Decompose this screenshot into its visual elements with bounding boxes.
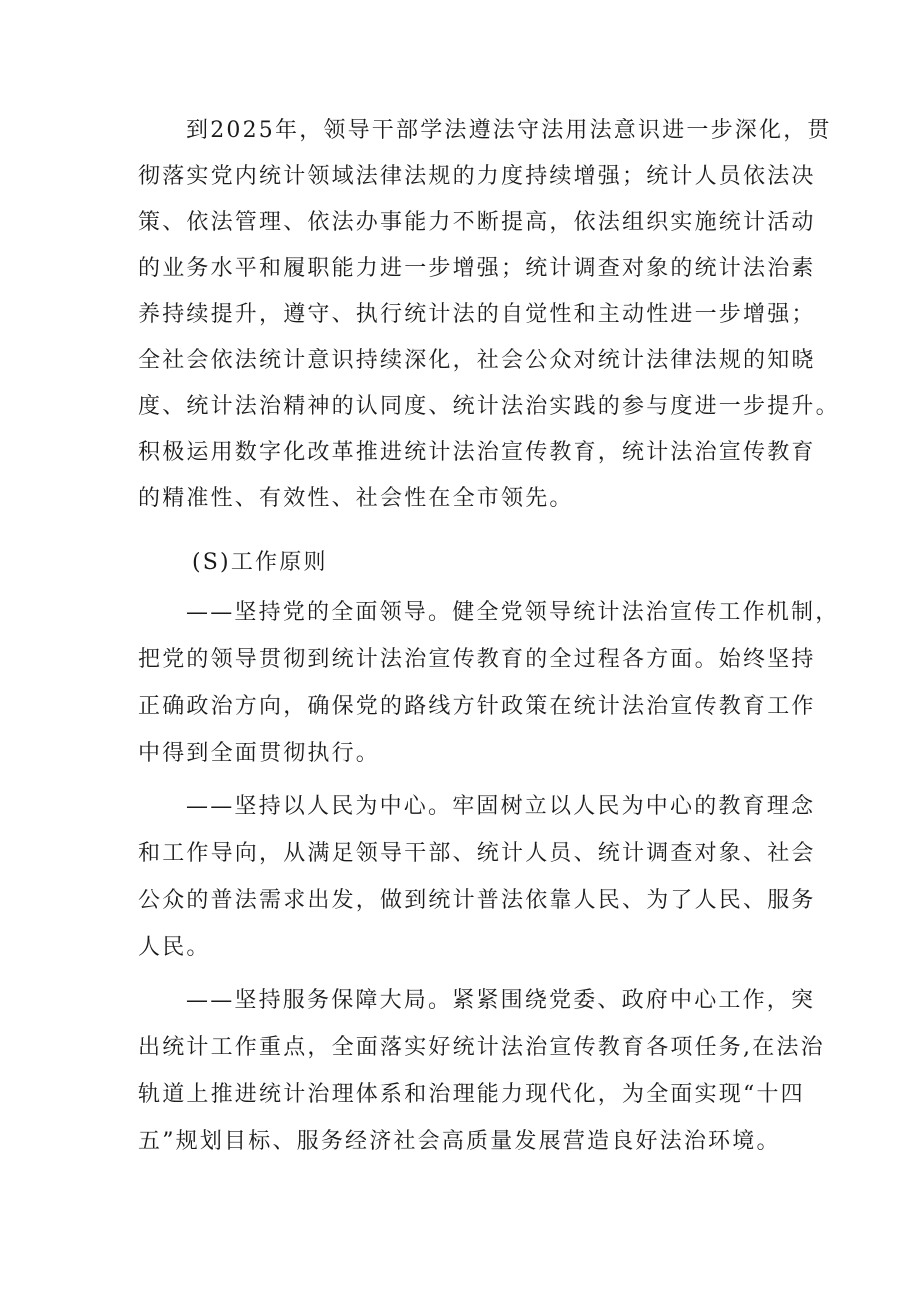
paragraph-line: ——坚持党的全面领导。健全党领导统计法治宣传工作机制， (186, 600, 840, 625)
paragraph-line: 公众的普法需求出发，做到统计普法依靠人民、为了人民、服务 (138, 888, 816, 913)
paragraph-line: 把党的领导贯彻到统计法治宣传教育的全过程各方面。始终坚持 (138, 647, 816, 672)
section-heading: (S)工作原则 (192, 550, 328, 575)
paragraph-line: 积极运用数字化改革推进统计法治宣传教育，统计法治宣传教育 (138, 440, 816, 465)
paragraph-line: 正确政治方向，确保党的路线方针政策在统计法治宣传教育工作 (138, 694, 816, 719)
paragraph-line: 出统计工作重点，全面落实好统计法治宣传教育各项任务,在法治 (138, 1035, 825, 1060)
paragraph-line: 度、统计法治精神的认同度、统计法治实践的参与度进一步提升。 (138, 394, 840, 419)
paragraph-line: 到2025年，领导干部学法遵法守法用法意识进一步深化，贯 (186, 118, 832, 143)
paragraph-line: 养持续提升，遵守、执行统计法的自觉性和主动性进一步增强； (138, 302, 816, 327)
paragraph-line: 全社会依法统计意识持续深化，社会公众对统计法律法规的知晓 (138, 348, 816, 373)
paragraph-line: 五”规划目标、服务经济社会高质量发展营造良好法治环境。 (138, 1129, 781, 1154)
paragraph-line: 中得到全面贯彻执行。 (138, 741, 381, 766)
paragraph-line: 的业务水平和履职能力进一步增强；统计调查对象的统计法治素 (138, 256, 816, 281)
paragraph-line: 的精准性、有效性、社会性在全市领先。 (138, 486, 574, 511)
paragraph-line: 策、依法管理、依法办事能力不断提高，依法组织实施统计活动 (138, 210, 816, 235)
paragraph-line: ——坚持服务保障大局。紧紧围绕党委、政府中心工作，突 (186, 988, 816, 1013)
paragraph-line: ——坚持以人民为中心。牢固树立以人民为中心的教育理念 (186, 794, 816, 819)
paragraph-line: 轨道上推进统计治理体系和治理能力现代化，为全面实现“十四 (138, 1082, 805, 1107)
paragraph-line: 和工作导向，从满足领导干部、统计人员、统计调查对象、社会 (138, 841, 816, 866)
paragraph-line: 彻落实党内统计领域法律法规的力度持续增强；统计人员依法决 (138, 164, 816, 189)
paragraph-line: 人民。 (138, 935, 211, 960)
